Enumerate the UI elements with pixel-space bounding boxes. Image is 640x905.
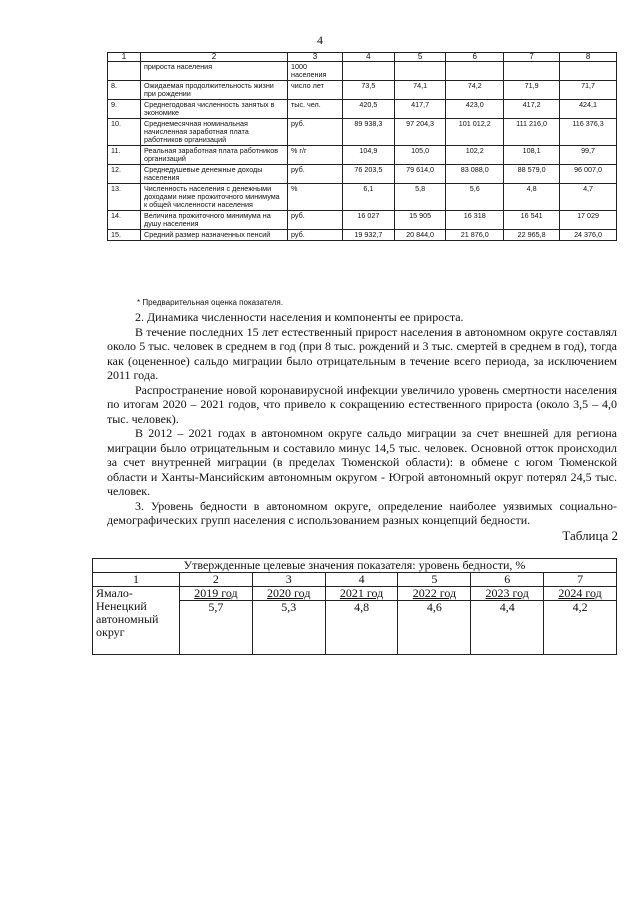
row-value: 22 965,8 [504,230,560,241]
row-value: 104,9 [343,146,395,165]
row-indicator: Численность населения с денежными доходами ниже прожиточного минимума к общей численности населения [141,184,288,211]
table-title: Утвержденные целевые значения показателя: уровень бедности, % [93,559,617,573]
column-numbers-row [93,573,617,587]
row-unit: число лет [288,81,343,100]
paragraph: В 2012 – 2021 годах в автономном округе сальдо миграции за счет внешней для региона миграции было отрицательным и составило минус 14,5 тыс. человек. Основной отток происходил за счет внутренней миграции (в пределах Тюменской области): в обмене с югом Тюменской области и Ханты-Мансийским автономным округом - Югрой автономный округ потерял 24,5 тыс. человек. [107,426,617,498]
indicators-table [107,52,617,241]
poverty-value: 4,8 [325,601,398,655]
row-number: 9. [108,100,141,119]
table-label: Таблица 2 [562,528,618,543]
row-value: 4,7 [560,184,617,211]
header-cell: 3 [252,573,325,587]
table-header-row [108,53,617,62]
row-value: 116 376,3 [560,119,617,146]
row-unit: 1000 населения [288,62,343,81]
header-cell: 5 [394,53,446,62]
row-value: 76 203,5 [343,165,395,184]
row-value [446,62,504,81]
row-value: 20 844,0 [394,230,446,241]
poverty-value: 4,2 [544,601,617,655]
row-indicator: Величина прожиточного минимума на душу населения [141,211,288,230]
row-indicator: Среднедушевые денежные доходы населения [141,165,288,184]
row-value: 6,1 [343,184,395,211]
poverty-value: 5,7 [180,601,253,655]
row-unit: % г/г [288,146,343,165]
header-cell: 4 [325,573,398,587]
row-value: 417,7 [394,100,446,119]
table-row [108,184,617,211]
row-value: 423,0 [446,100,504,119]
table-row [108,62,617,81]
row-value: 15 905 [394,211,446,230]
year-header: 2022 год [398,587,471,601]
row-number: 12. [108,165,141,184]
row-value: 5,6 [446,184,504,211]
row-number: 15. [108,230,141,241]
row-value: 101 012,2 [446,119,504,146]
section-2 [107,310,617,528]
row-value: 74,1 [394,81,446,100]
row-value: 73,5 [343,81,395,100]
table-row [108,211,617,230]
data-row [93,587,617,601]
row-value: 24 376,0 [560,230,617,241]
header-cell: 3 [288,53,343,62]
row-value: 105,0 [394,146,446,165]
row-number [108,62,141,81]
header-cell: 4 [343,53,395,62]
row-unit: тыс. чел. [288,100,343,119]
header-cell: 8 [560,53,617,62]
row-value: 102,2 [446,146,504,165]
row-value: 111 216,0 [504,119,560,146]
row-indicator: Среднемесячная номинальная начисленная заработная плата работников организаций [141,119,288,146]
row-unit: руб. [288,230,343,241]
row-number: 10. [108,119,141,146]
row-value: 5,8 [394,184,446,211]
poverty-value: 4,6 [398,601,471,655]
row-value [560,62,617,81]
table-row [108,119,617,146]
header-cell: 5 [398,573,471,587]
row-value: 83 088,0 [446,165,504,184]
row-value: 424,1 [560,100,617,119]
table-row [108,81,617,100]
row-unit: % [288,184,343,211]
row-value: 417,2 [504,100,560,119]
table-title-row [93,559,617,573]
row-value: 19 932,7 [343,230,395,241]
row-number: 14. [108,211,141,230]
row-unit: руб. [288,119,343,146]
year-header: 2020 год [252,587,325,601]
row-value: 96 007,0 [560,165,617,184]
row-value: 21 876,0 [446,230,504,241]
row-indicator: Средний размер назначенных пенсий [141,230,288,241]
year-header: 2019 год [180,587,253,601]
table-row [108,165,617,184]
table-row [108,100,617,119]
row-indicator: Реальная заработная плата работников организаций [141,146,288,165]
row-value: 74,2 [446,81,504,100]
row-value: 71,7 [560,81,617,100]
row-value: 16 541 [504,211,560,230]
page-number: 4 [317,33,323,47]
region-name: Ямало-Ненецкий автономный округ [93,587,180,655]
header-cell: 7 [504,53,560,62]
header-cell: 1 [108,53,141,62]
row-indicator: Ожидаемая продолжительность жизни при рождении [141,81,288,100]
table-row [108,146,617,165]
row-value [394,62,446,81]
row-value: 17 029 [560,211,617,230]
row-value [504,62,560,81]
row-value: 420,5 [343,100,395,119]
section-heading: 2. Динамика численности населения и компоненты ее прироста. [135,310,464,324]
header-cell: 6 [446,53,504,62]
poverty-value: 5,3 [252,601,325,655]
row-number: 8. [108,81,141,100]
row-value: 16 318 [446,211,504,230]
header-cell: 2 [180,573,253,587]
paragraph: Распространение новой коронавирусной инфекции увеличило уровень смертности населения по итогам 2020 – 2021 годов, что привело к сокращению естественного прироста (около 3,5 – 4,0 тыс. человек). [107,382,617,426]
year-header: 2021 год [325,587,398,601]
poverty-targets-table [92,558,617,655]
row-value [343,62,395,81]
row-value: 4,8 [504,184,560,211]
year-header: 2023 год [471,587,544,601]
header-cell: 7 [544,573,617,587]
footnote: * Предварительная оценка показателя. [137,298,283,307]
table-row [108,230,617,241]
row-value: 108,1 [504,146,560,165]
row-value: 89 938,3 [343,119,395,146]
row-value: 99,7 [560,146,617,165]
row-number: 13. [108,184,141,211]
section-heading: 3. Уровень бедности в автономном округе, определение наиболее уязвимых социально-демографических групп населения с использованием разных концепций бедности. [107,498,617,527]
row-value: 88 579,0 [504,165,560,184]
row-value: 71,9 [504,81,560,100]
row-indicator: Среднегодовая численность занятых в экономике [141,100,288,119]
row-number: 11. [108,146,141,165]
header-cell: 1 [93,573,180,587]
paragraph: В течение последних 15 лет естественный прирост населения в автономном округе составлял около 5 тыс. человек в среднем в год (при 8 тыс. рождений и 3 тыс. смертей в среднем в год), тогда как (оцененное) сальдо миграции было отрицательным в течение всего периода, за исключением 2011 года. [107,324,617,382]
row-indicator: прироста населения [141,62,288,81]
row-value: 97 204,3 [394,119,446,146]
row-unit: руб. [288,165,343,184]
header-cell: 6 [471,573,544,587]
year-header: 2024 год [544,587,617,601]
poverty-value: 4,4 [471,601,544,655]
header-cell: 2 [141,53,288,62]
row-unit: руб. [288,211,343,230]
row-value: 79 614,0 [394,165,446,184]
row-value: 16 027 [343,211,395,230]
